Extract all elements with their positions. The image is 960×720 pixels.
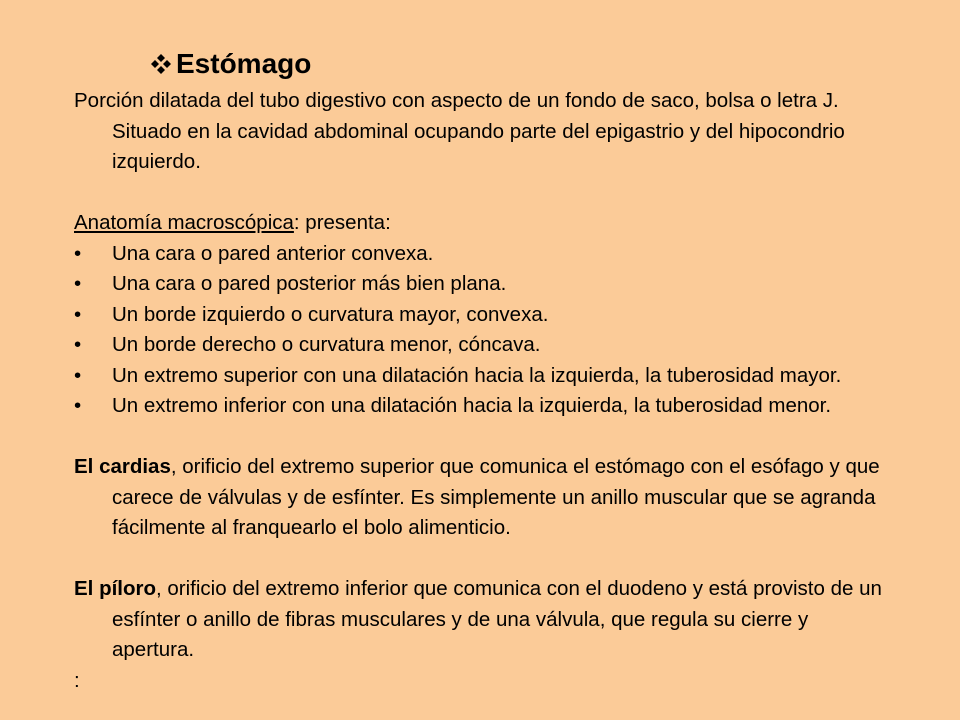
bullet-icon: • [74, 302, 82, 326]
list-item: • Una cara o pared posterior más bien plana. [74, 269, 894, 300]
piloro-term: El píloro [74, 577, 156, 600]
anatomy-list [74, 239, 894, 422]
bullet-icon: • [74, 363, 82, 387]
list-item: • Un extremo superior con una dilatación hacia la izquierda, la tuberosidad mayor. [74, 361, 894, 392]
title-text: Estómago [176, 48, 312, 79]
bullet-icon: • [74, 333, 82, 356]
slide-title [150, 46, 311, 82]
piloro-text: , orificio del extremo inferior que comunica con el duodeno y está provisto de un esfínter o anillo de fibras musculares y de una válvula, que regula su cierre y apertura. [112, 577, 882, 661]
list-item: • Un borde derecho o curvatura menor, cóncava. [74, 330, 894, 361]
cardias-text: , orificio del extremo superior que comunica el estómago con el esófago y que carece de válvulas y de esfínter. Es simplemente un anillo muscular que se agranda fácilmente al franquearlo el bolo alimenticio. [112, 455, 880, 539]
trailing-colon: : [74, 668, 80, 692]
bullet-icon: • [74, 394, 82, 417]
anatomy-suffix: : presenta: [293, 211, 391, 234]
intro-paragraph: Porción dilatada del tubo digestivo con aspecto de un fondo de saco, bolsa o letra J. Situado en la cavidad abdominal ocupando parte del epigastrio y del hipocondrio izquierdo. [74, 89, 845, 173]
cardias-term: El cardias [74, 455, 171, 478]
bullet-icon: • [74, 241, 82, 265]
piloro-paragraph [74, 574, 894, 666]
list-item: • Un borde izquierdo o curvatura mayor, convexa. [74, 300, 894, 331]
slide-body [74, 86, 894, 696]
bullet-icon: • [74, 272, 82, 295]
list-item: • Una cara o pared anterior convexa. [74, 239, 894, 270]
cardias-paragraph [74, 452, 894, 544]
list-item: • Un extremo inferior con una dilatación hacia la izquierda, la tuberosidad menor. [74, 391, 894, 422]
anatomy-heading: Anatomía macroscópica [74, 211, 294, 234]
anatomy-heading-line [74, 208, 894, 239]
four-diamond-bullet-icon [150, 53, 172, 75]
